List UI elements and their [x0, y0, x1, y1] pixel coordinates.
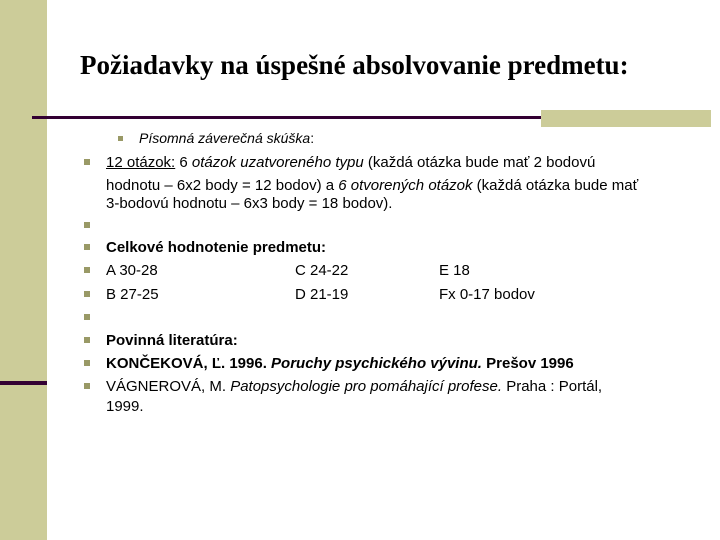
exam-heading: Písomná záverečná skúška: [139, 130, 315, 146]
grade-c: C 24-22 [295, 262, 349, 279]
grade-d: D 21-19 [295, 286, 349, 303]
bullet-icon [84, 244, 90, 250]
sub-bullet-icon [118, 136, 123, 141]
bullet-icon [84, 267, 90, 273]
literature-ref-2-year: 1999. [106, 398, 144, 415]
grading-heading: Celkové hodnotenie predmetu: [106, 239, 327, 256]
sidebar-accent-line [0, 381, 47, 385]
literature-ref-1: KONČEKOVÁ, Ľ. 1996. Poruchy psychického vývinu. Prešov 1996 [106, 355, 574, 372]
grade-fx: Fx 0-17 bodov [439, 286, 535, 303]
sidebar-band [0, 0, 47, 540]
exam-line-2: hodnotu – 6x2 body = 12 bodov) a 6 otvorených otázok (každá otázka bude mať [106, 177, 639, 194]
bullet-icon [84, 337, 90, 343]
literature-heading: Povinná literatúra: [106, 332, 238, 349]
bullet-icon [84, 291, 90, 297]
bullet-icon [84, 314, 90, 320]
slide-title: Požiadavky na úspešné absolvovanie predmetu: [80, 50, 629, 80]
bullet-icon [84, 222, 90, 228]
bullet-icon [84, 360, 90, 366]
title-rule [32, 116, 541, 119]
exam-line-1: 12 otázok: 6 otázok uzatvoreného typu (každá otázka bude mať 2 bodovú [106, 154, 596, 171]
grade-a: A 30-28 [106, 262, 158, 279]
exam-line-3: 3-bodovú hodnotu – 6x3 body = 18 bodov). [106, 195, 393, 212]
bullet-icon [84, 383, 90, 389]
grade-e: E 18 [439, 262, 470, 279]
title-accent-block [541, 110, 711, 127]
literature-ref-2: VÁGNEROVÁ, M. Patopsychologie pro pomáhající profese. Praha : Portál, [106, 378, 603, 395]
grade-b: B 27-25 [106, 286, 159, 303]
bullet-icon [84, 159, 90, 165]
